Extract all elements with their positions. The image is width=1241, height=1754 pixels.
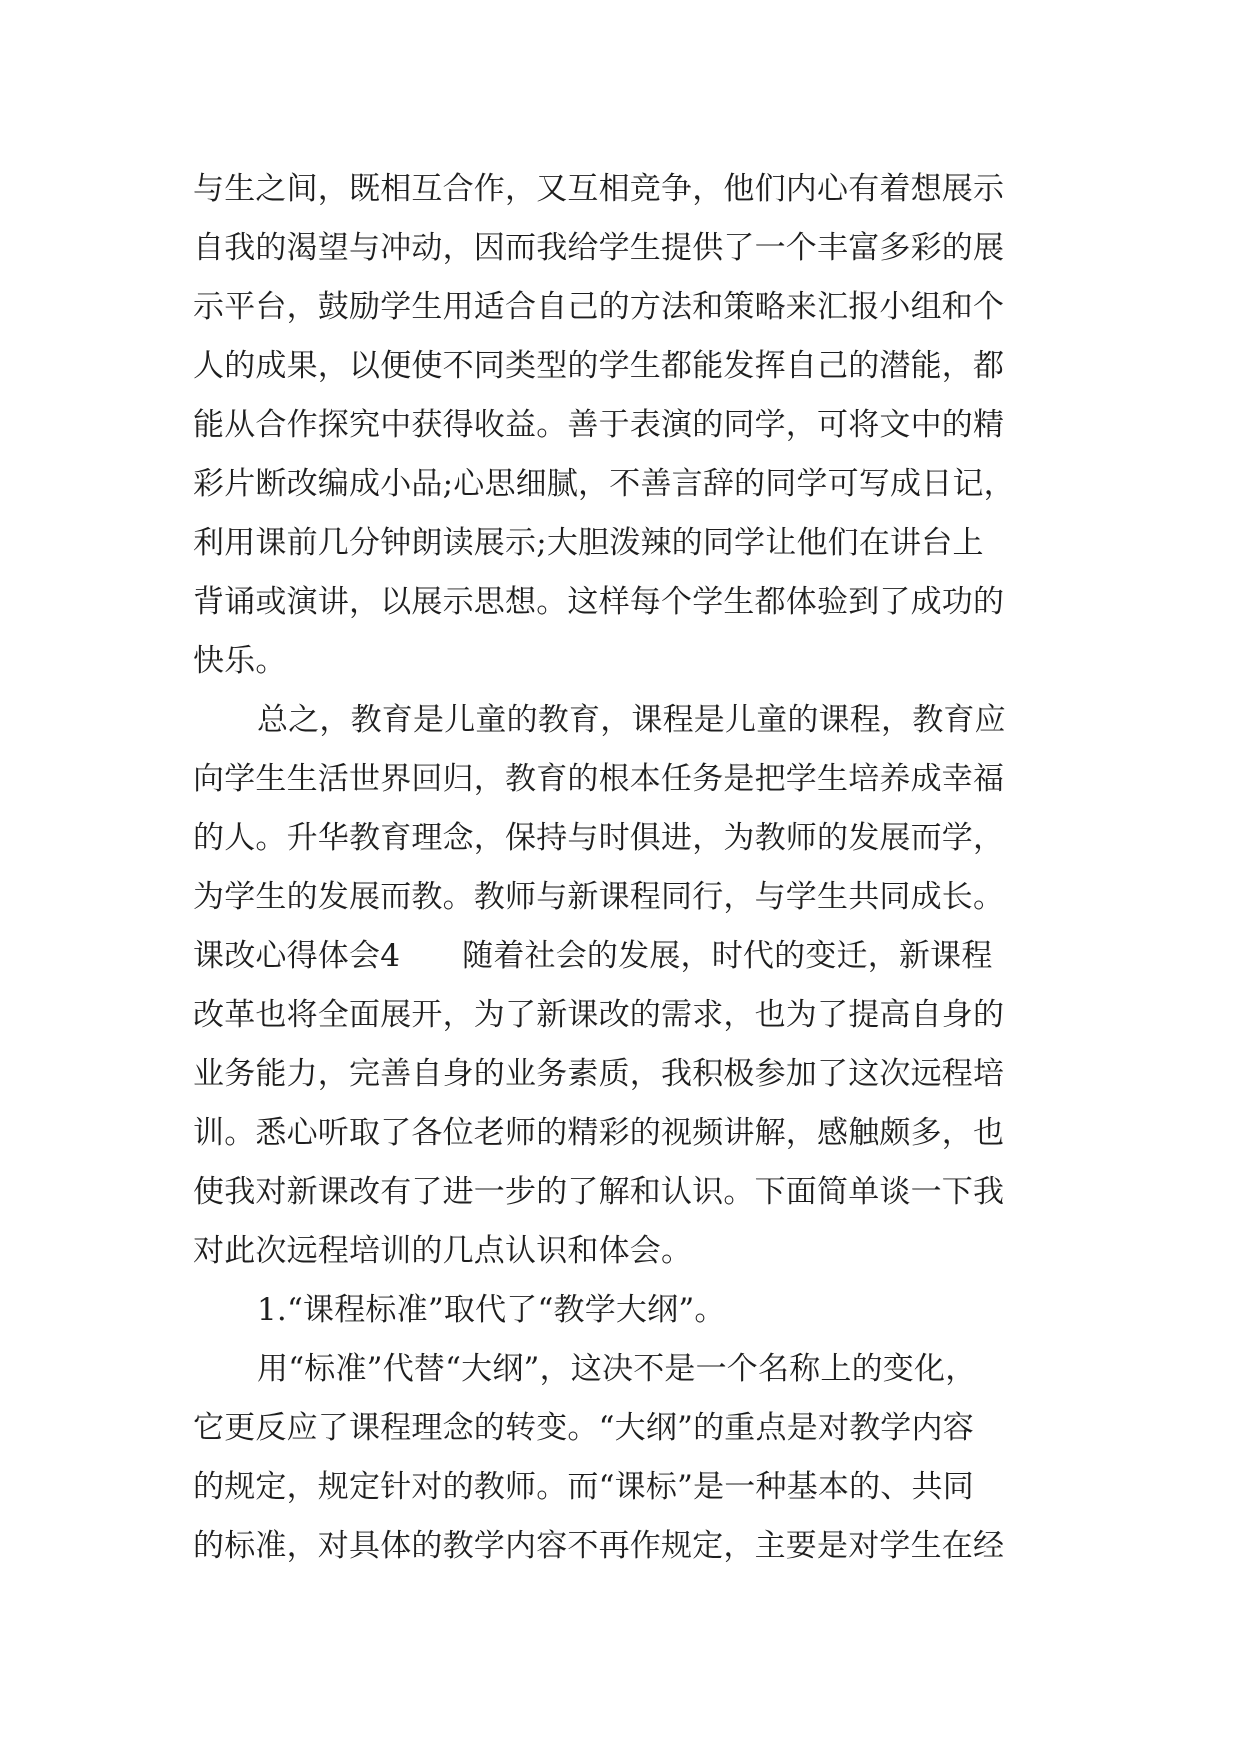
section-first-text: 随着社会的发展，时代的变迁，新课程 (462, 938, 993, 974)
text-line: 能从合作探究中获得收益。善于表演的同学，可将文中的精 (193, 407, 1005, 443)
paragraph-start-line: 总之，教育是儿童的教育，课程是儿童的课程，教育应 (257, 702, 1006, 738)
text-line: 快乐。 (193, 643, 287, 679)
text-line: 示平台，鼓励学生用适合自己的方法和策略来汇报小组和个 (193, 289, 1005, 325)
paragraph-start-line: 用“标准”代替“大纲”，这决不是一个名称上的变化， (257, 1351, 977, 1387)
text-line: 它更反应了课程理念的转变。“大纲”的重点是对教学内容 (193, 1410, 974, 1446)
text-line: 的规定，规定针对的教师。而“课标”是一种基本的、共同 (193, 1469, 974, 1505)
text-line: 的标准，对具体的教学内容不再作规定，主要是对学生在经 (193, 1528, 1005, 1564)
document-body (193, 160, 1053, 1576)
text-line: 背诵或演讲，以展示思想。这样每个学生都体验到了成功的 (193, 584, 1005, 620)
text-line: 彩片断改编成小品;心思细腻，不善言辞的同学可写成日记， (193, 466, 1015, 502)
text-line: 自我的渴望与冲动，因而我给学生提供了一个丰富多彩的展 (193, 230, 1005, 266)
section-title: 课改心得体会4 (193, 938, 401, 974)
text-line: 利用课前几分钟朗读展示;大胆泼辣的同学让他们在讲台上 (193, 525, 984, 561)
text-line: 对此次远程培训的几点认识和体会。 (193, 1233, 693, 1269)
text-line: 为学生的发展而教。教师与新课程同行，与学生共同成长。 (193, 879, 1005, 915)
text-line: 人的成果，以便使不同类型的学生都能发挥自己的潜能，都 (193, 348, 1005, 384)
text-line: 业务能力，完善自身的业务素质，我积极参加了这次远程培 (193, 1056, 1005, 1092)
text-line: 的人。升华教育理念，保持与时俱进，为教师的发展而学， (193, 820, 1005, 856)
section-heading-line (193, 927, 1053, 986)
text-line: 与生之间，既相互合作，又互相竞争，他们内心有着想展示 (193, 171, 1005, 207)
text-line: 使我对新课改有了进一步的了解和认识。下面简单谈一下我 (193, 1174, 1005, 1210)
text-line: 训。悉心听取了各位老师的精彩的视频讲解，感触颇多，也 (193, 1115, 1005, 1151)
text-line: 向学生生活世界回归，教育的根本任务是把学生培养成幸福 (193, 761, 1005, 797)
text-line: 改革也将全面展开，为了新课改的需求，也为了提高自身的 (193, 997, 1005, 1033)
numbered-item-line: 1.“课程标准”取代了“教学大纲”。 (257, 1292, 726, 1328)
